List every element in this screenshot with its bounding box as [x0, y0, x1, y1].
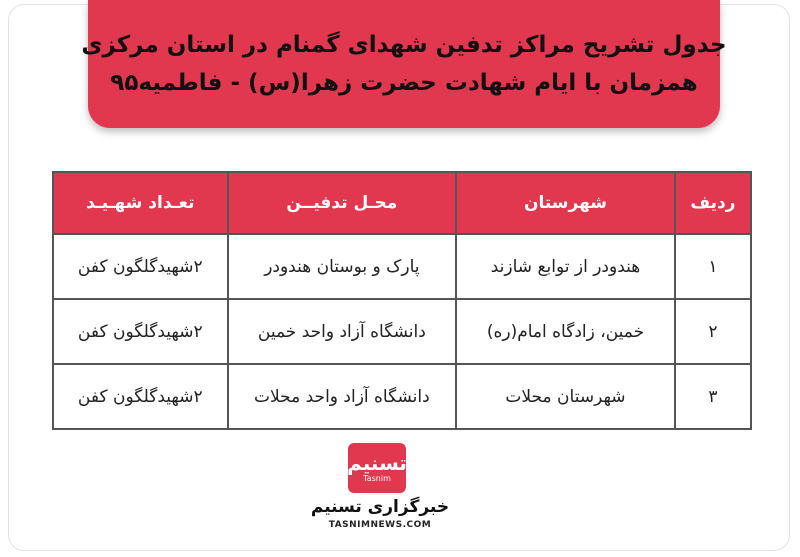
title-line-1: جدول تشریح مراکز تدفین شهدای گمنام در استان مرکزی	[81, 32, 727, 58]
title-banner	[81, 0, 727, 128]
brand-name: خبرگزاری تسنیم	[310, 497, 450, 517]
table-row	[53, 234, 751, 299]
cell-city: شهرستان محلات	[456, 364, 675, 429]
column-header-city: شهرستان	[456, 172, 675, 234]
cell-index: ۲	[675, 299, 751, 364]
burial-centers-table	[52, 171, 752, 430]
column-header-index: ردیف	[675, 172, 751, 234]
table-row	[53, 299, 751, 364]
cell-place: دانشگاه آزاد واحد محلات	[228, 364, 457, 429]
cell-index: ۳	[675, 364, 751, 429]
column-header-count: تعـداد شهـیـد	[53, 172, 228, 234]
cell-city: هندودر از توابع شازند	[456, 234, 675, 299]
cell-count: ۲شهیدگلگون کفن	[53, 299, 228, 364]
logo-sub-text: Tasnim	[363, 474, 391, 483]
table-header-row	[53, 172, 751, 234]
cell-count: ۲شهیدگلگون کفن	[53, 234, 228, 299]
cell-index: ۱	[675, 234, 751, 299]
site-url: TASNIMNEWS.COM	[328, 520, 432, 530]
cell-city: خمین، زادگاه امام(ره)	[456, 299, 675, 364]
tasnim-logo	[348, 443, 406, 493]
column-header-place: محـل تدفیــن	[228, 172, 457, 234]
cell-place: دانشگاه آزاد واحد خمین	[228, 299, 457, 364]
cell-place: پارک و بوستان هندودر	[228, 234, 457, 299]
logo-mark-text: تسنیم	[347, 451, 407, 475]
table-row	[53, 364, 751, 429]
title-line-2: همزمان با ایام شهادت حضرت زهرا(س) - فاطمیه۹۵	[110, 70, 698, 96]
cell-count: ۲شهیدگلگون کفن	[53, 364, 228, 429]
